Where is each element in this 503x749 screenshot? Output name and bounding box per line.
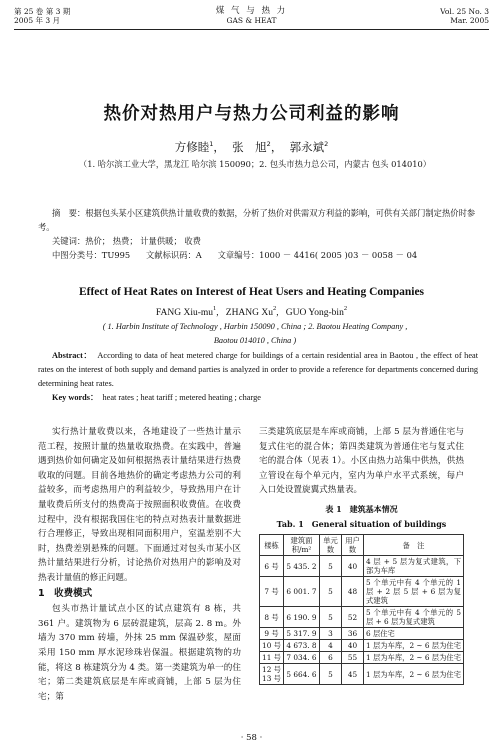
abstract-label-en: Abstract： bbox=[52, 351, 93, 360]
page-number: · 58 · bbox=[240, 733, 263, 743]
article-number: 1000 － 4416( 2005 )03 － 0058 － 04 bbox=[259, 250, 418, 260]
table-cell: 1 层为车库，2 ~ 6 层为住宅 bbox=[364, 652, 464, 664]
journal-name-cn: 煤 气 与 热 力 bbox=[215, 6, 288, 16]
keywords-label: 关键词： bbox=[52, 236, 86, 246]
table-cell: 1 层为车库，2 ~ 6 层为住宅 bbox=[364, 640, 464, 652]
table-cell: 3 bbox=[320, 628, 342, 640]
keywords-label-en: Key words： bbox=[52, 393, 99, 402]
table-row bbox=[260, 664, 464, 685]
abstract-text: 根据包头某小区建筑供热计量收费的数据，分析了热价对供需双方利益的影响，可供有关部门制定热价时参考。 bbox=[38, 208, 476, 232]
author-3: 郭永斌 bbox=[289, 140, 325, 154]
author-1: 方修睦 bbox=[174, 140, 210, 154]
table-cell: 9 号 bbox=[260, 628, 284, 640]
table-cell: 36 bbox=[342, 628, 364, 640]
table-cell: 5 bbox=[320, 607, 342, 628]
table-cell: 5 个单元中有 4 个单元的 1 层 + 2 层 5 层 + 6 层为复式建筑 bbox=[364, 577, 464, 607]
table-cell: 7 号 bbox=[260, 577, 284, 607]
table-cell: 4 bbox=[320, 640, 342, 652]
paragraph: 三类建筑底层是车库或商铺，上部 5 层为普通住宅与复式住宅的混合体；第四类建筑为普通住宅与复式住宅的混合体（见表 1）。小区由热力站集中供热，供热立管设在每个单元内，室内为单户水平式系统，每户入口处设置旋翼式热量表。 bbox=[259, 427, 464, 496]
english-title: Effect of Heat Rates on Interest of Heat Users and Heating Companies bbox=[78, 286, 425, 298]
col-header: 楼栋 bbox=[260, 535, 284, 556]
table-cell: 5 个单元中有 4 个单元的 5 层 + 6 层为复式建筑 bbox=[364, 607, 464, 628]
journal-volume-en bbox=[440, 7, 489, 25]
pub-date-en: Mar. 2005 bbox=[450, 16, 489, 25]
col-header: 备 注 bbox=[364, 535, 464, 556]
abstract-cn: 摘 要：根据包头某小区建筑供热计量收费的数据，分析了热价对供需双方利益的影响，可供有关部门制定热价时参考。 关键词：热价； 热费； 计量供暖； 收费 中图分类号：TU995 文献标识码：A 文章编号：1000 － 4416( 2005 )03 － 0058 － 04 bbox=[38, 208, 476, 260]
table-cell: 4 673. 8 bbox=[284, 640, 320, 652]
table-row bbox=[260, 640, 464, 652]
table-cell: 40 bbox=[342, 556, 364, 577]
paragraph: 包头市热计量试点小区的试点建筑有 8 栋，共 361 户。建筑物为 6 层砖混建筑，层高 2. 8 m。外墙为 370 mm 砖墙，外抹 25 mm 保温砂浆，屋面采用 150 mm 厚水泥珍珠岩保温。根据建筑物的功能，将这 8 栋建筑分为 4 类。第一类建筑为单一的住宅；第二类建筑底层是车库或商铺，上部 5 层为住宅；第 bbox=[38, 604, 241, 702]
table-cell: 6 001. 7 bbox=[284, 577, 320, 607]
table-cell: 11 号 bbox=[260, 652, 284, 664]
table-cell: 5 317. 9 bbox=[284, 628, 320, 640]
author-line: 方修睦$^1$， 张 旭$^2$， 郭永斌$^2$ bbox=[174, 140, 329, 154]
table-row bbox=[260, 577, 464, 607]
volume-no-en: Vol. 25 No. 3 bbox=[440, 7, 489, 16]
table-cell: 5 bbox=[320, 556, 342, 577]
table-caption-cn: 表 1 建筑基本情况 bbox=[325, 503, 398, 514]
table-cell: 52 bbox=[342, 607, 364, 628]
paper-title: 热价对热用户与热力公司利益的影响 bbox=[103, 104, 400, 124]
author-2: 张 旭 bbox=[232, 140, 267, 154]
english-affiliation: ( 1. Harbin Institute of Technology , Harbin 150090 , China ; 2. Baotou Heating Company , Baotou 014010 , China ) bbox=[102, 322, 408, 345]
clc-number: TU995 bbox=[101, 250, 131, 260]
table-cell: 5 435. 2 bbox=[284, 556, 320, 577]
table-cell: 5 bbox=[320, 664, 342, 685]
table-cell: 6 bbox=[320, 652, 342, 664]
body-right-column bbox=[259, 425, 464, 685]
col-header: 用户数 bbox=[342, 535, 364, 556]
table-row bbox=[260, 652, 464, 664]
table-cell: 5 bbox=[320, 577, 342, 607]
abstract-label: 摘 要： bbox=[52, 208, 86, 218]
keywords: 热价； 热费； 计量供暖； 收费 bbox=[85, 236, 201, 246]
section-heading: 1 收费模式 bbox=[38, 587, 93, 599]
table-cell: 6 190. 9 bbox=[284, 607, 320, 628]
table-header-row bbox=[260, 535, 464, 556]
table-cell: 48 bbox=[342, 577, 364, 607]
table-row bbox=[260, 628, 464, 640]
table-cell: 40 bbox=[342, 640, 364, 652]
table-cell: 6 号 bbox=[260, 556, 284, 577]
table-cell: 12 号 13 号 bbox=[260, 664, 284, 685]
col-header: 单元数 bbox=[320, 535, 342, 556]
table-caption-en: Tab. 1 General situation of buildings bbox=[276, 518, 447, 529]
body-left-column bbox=[38, 425, 241, 704]
table-cell: 45 bbox=[342, 664, 364, 685]
paragraph: 实行热计量收费以来，各地建设了一些热计量示范工程，按照计量的热量收取热费。在实践中，普遍遇到热价如何确定及如何根据热表计量结果进行热费收取的问题。目前各地热价的确定考虑热力公司的利益较多，而考虑热用户的利益较少，导致热用户在计量收费后所支付的热费高于按照面积收费值。在收费过程中，没有根据我国住宅的特点对热表计量数据进行合理修正，导致出现相同面积用户，室温差别不大时，热费差别悬殊的问题。下面通过对包头市某小区热计量结果进行分析，讨论热价对热用户的影响及对热表计量值的修正问题。 bbox=[38, 427, 241, 583]
table-row bbox=[260, 607, 464, 628]
building-table bbox=[259, 534, 464, 685]
table-cell: 1 层为车库，2 ~ 6 层为住宅 bbox=[364, 664, 464, 685]
affiliation: （1. 哈尔滨工业大学，黑龙江 哈尔滨 150090；2. 包头市热力总公司，内蒙古 包头 014010） bbox=[78, 159, 432, 169]
english-abstract: Abstract： According to data of heat metered charge for buildings of a certain residential area in Baotou , the effect of heat rates on the interest of both supply and demand parties is analyzed in order to provide a reference for departments concerned during determining heat rates. Key words： heat rates ; heat tariff ; metered heating ; charge bbox=[38, 351, 478, 402]
table-cell: 6 层住宅 bbox=[364, 628, 464, 640]
table-cell: 8 号 bbox=[260, 607, 284, 628]
doc-code: A bbox=[195, 250, 202, 260]
table-cell: 5 664. 6 bbox=[284, 664, 320, 685]
table-cell: 10 号 bbox=[260, 640, 284, 652]
table-row bbox=[260, 556, 464, 577]
volume-issue: 第 25 卷 第 3 期 bbox=[14, 7, 71, 16]
table-cell: 7 034. 6 bbox=[284, 652, 320, 664]
pub-date: 2005 年 3 月 bbox=[14, 16, 61, 25]
table-cell: 4 层 + 5 层为复式建筑，下部为车库 bbox=[364, 556, 464, 577]
col-header: 建筑面积/m² bbox=[284, 535, 320, 556]
table-cell: 55 bbox=[342, 652, 364, 664]
journal-name-en: GAS & HEAT bbox=[226, 16, 277, 25]
journal-name bbox=[0, 7, 503, 25]
english-authors: FANG Xiu-$mu^1$, ZHANG Xu$^2$, GUO Yong-bin$^2$ bbox=[155, 305, 348, 318]
header-rule bbox=[14, 29, 489, 30]
